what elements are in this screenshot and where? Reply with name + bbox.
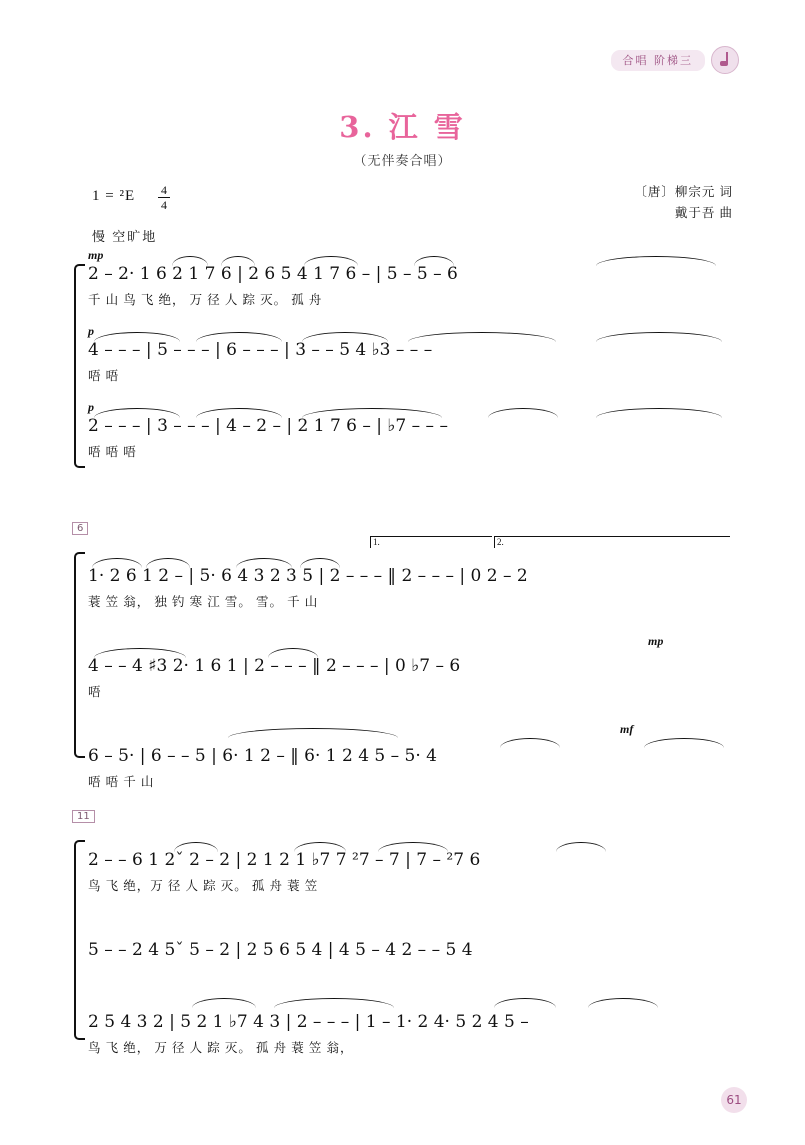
slur [228, 728, 398, 738]
measure-number: 11 [72, 810, 95, 823]
notes-line: 4 – – 4 ♯3 2· 1 6 1 | 2 – – – ‖ 2 – – – | 0 ♭7 – 6 [88, 656, 461, 676]
slur [274, 998, 394, 1008]
series-badge-label: 合唱 阶梯三 [611, 50, 706, 71]
header-badge [611, 46, 740, 74]
volta-2 [494, 536, 730, 548]
volta-1-label: 1. [373, 537, 380, 547]
music-note-icon [711, 46, 739, 74]
notes-line: 1· 2 6 1 2 – | 5· 6 4 3 2 3 5 | 2 – – – ‖ 2 – – – | 0 2 – 2 [88, 566, 528, 586]
lyrics-line: 鸟 飞 绝，万 径 人 踪 灭。 孤 舟 蓑 笠 [88, 879, 319, 893]
dynamic-marking: p [88, 324, 94, 338]
dynamic-marking: mp [88, 248, 104, 262]
volta-1 [370, 536, 492, 548]
notes-line: 4 – – – | 5 – – – | 6 – – – | 3 – – 5 4 ♭3 – – – [88, 340, 433, 360]
slur [192, 998, 256, 1008]
notes-line: 2 – – – | 3 – – – | 4 – 2 – | 2 1 7 6 – | ♭7 – – – [88, 416, 448, 436]
system-brace [74, 264, 85, 468]
time-signature-denominator: 4 [161, 198, 167, 212]
system-brace [74, 840, 85, 1040]
page-subtitle: （无伴奏合唱） [353, 153, 452, 168]
lyrics-line: 唔 唔 千 山 [88, 775, 155, 789]
key-signature [92, 188, 135, 205]
dynamic-marking: mf [620, 722, 634, 736]
slur [494, 998, 556, 1008]
lyrics-line: 唔 [88, 685, 102, 699]
notes-line: 2 – 2· 1 6 2 1 7 6 | 2 6 5 4 1 7 6 – | 5 – 5 – 6 [88, 264, 458, 284]
lyrics-line: 唔 唔 唔 [88, 445, 137, 459]
lyricist-credit: 〔唐〕柳宗元 词 [634, 185, 733, 199]
time-signature-numerator: 4 [161, 183, 167, 197]
system-brace [74, 552, 85, 758]
lyrics-line: 鸟 飞 绝， 万 径 人 踪 灭。 孤 舟 蓑 笠 翁， [88, 1041, 354, 1055]
tempo-marking: 慢 空旷地 [92, 229, 158, 244]
notes-line: 2 5 4 3 2 | 5 2 1 ♭7 4 3 | 2 – – – | 1 – 1· 2 4· 5 2 4 5 – [88, 1012, 529, 1032]
lyrics-line: 千 山 鸟 飞 绝， 万 径 人 踪 灭。 孤 舟 [88, 293, 323, 307]
notes-line: 2 – – 6 1 2ˇ 2 – 2 | 2 1 2 1 ♭7 7 ²7 – 7 | 7 – ²7 6 [88, 850, 481, 870]
slur [588, 998, 658, 1008]
dynamic-marking: p [88, 400, 94, 414]
page-number: 61 [721, 1087, 747, 1113]
notes-line: 5 – – 2 4 5ˇ 5 – 2 | 2 5 6 5 4 | 4 5 – 4 2 – – 5 4 [88, 940, 473, 960]
volta-2-label: 2. [497, 537, 504, 547]
composer-credit: 戴于吾 曲 [674, 205, 733, 220]
notes-line: 6 – 5· | 6 – – 5 | 6· 1 2 – ‖ 6· 1 2 4 5 – 5· 4 [88, 746, 437, 766]
measure-number: 6 [72, 522, 88, 535]
key-signature-text: 1 = ²E [92, 188, 136, 204]
time-signature [158, 184, 170, 211]
page-title: 3. 江 雪 [339, 110, 466, 144]
credits [634, 182, 733, 223]
lyrics-line: 蓑 笠 翁， 独 钓 寒 江 雪。 雪。 千 山 [88, 595, 319, 609]
lyrics-line: 唔 唔 [88, 369, 120, 383]
dynamic-marking: mp [648, 634, 664, 648]
